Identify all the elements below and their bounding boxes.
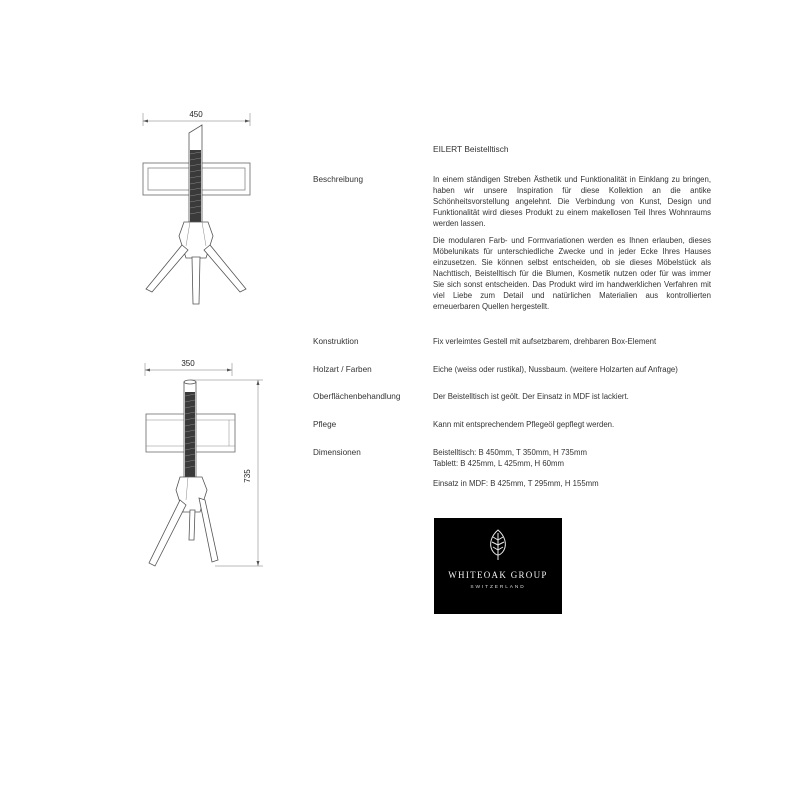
- height-label: 735: [243, 469, 252, 483]
- beschreibung-text: [433, 174, 711, 318]
- logo-brand-text: WHITEOAK GROUP: [448, 570, 548, 580]
- dimensionen-line-3: Einsatz in MDF: B 425mm, T 295mm, H 155mm: [433, 479, 599, 488]
- logo-sub-text: SWITZERLAND: [470, 585, 526, 590]
- dimensionen-line-1: Beistelltisch: B 450mm, T 350mm, H 735mm: [433, 448, 587, 457]
- dimensionen-line-2: Tablett: B 425mm, L 425mm, H 60mm: [433, 459, 565, 468]
- label-beschreibung: Beschreibung: [313, 175, 364, 184]
- leaf-icon: [485, 528, 511, 562]
- product-title: EILERT Beistelltisch: [433, 144, 509, 154]
- front-width-label: 450: [189, 110, 203, 119]
- label-dimensionen: Dimensionen: [313, 448, 361, 457]
- label-konstruktion: Konstruktion: [313, 337, 359, 346]
- holzart-value: Eiche (weiss oder rustikal), Nussbaum. (weitere Holzarten auf Anfrage): [433, 365, 678, 374]
- technical-drawings: [0, 0, 300, 800]
- side-width-label: 350: [181, 359, 195, 368]
- beschreibung-paragraph-2: Die modularen Farb- und Formvariationen werden es Ihnen erlauben, dieses Möbelunikats für unterschiedliche Zwecke und in jeder Ecke Ihres Hauses einzusetzen. Sie können selbst entscheiden, ob sie dieses Möbelstück als Nachttisch, Beistelltisch für die Blumen, Kosmetik nutzen oder für was immer Sie sich sonst entscheiden. Das Produkt wird im handwerklichen Verfahren mit viel Liebe zum Detail und natürlichen Materialien aus kontrollierten erneuerbaren Quellen hergestellt.: [433, 236, 711, 311]
- pflege-value: Kann mit entsprechendem Pflegeöl gepflegt werden.: [433, 420, 615, 429]
- side-view-drawing: [145, 363, 263, 566]
- beschreibung-paragraph-1: In einem ständigen Streben Ästhetik und Funktionalität in Einklang zu bringen, haben wir unsere Inspiration für diese Kollektion an die antike Schönheitsvorstellung angelehnt. Die Verbindung von Kunst, Design und Funktionalität wird dieses Produkt zu einem makellosen Teil Ihres Wohnraums werden lassen.: [433, 175, 711, 228]
- whiteoak-logo: [434, 518, 562, 614]
- oberflaeche-value: Der Beistelltisch ist geölt. Der Einsatz in MDF ist lackiert.: [433, 392, 629, 401]
- konstruktion-value: Fix verleimtes Gestell mit aufsetzbarem, drehbaren Box-Element: [433, 337, 657, 346]
- label-pflege: Pflege: [313, 420, 337, 429]
- front-view-drawing: [143, 113, 250, 304]
- label-oberflaeche: Oberflächenbehandlung: [313, 392, 401, 401]
- label-holzart: Holzart / Farben: [313, 365, 372, 374]
